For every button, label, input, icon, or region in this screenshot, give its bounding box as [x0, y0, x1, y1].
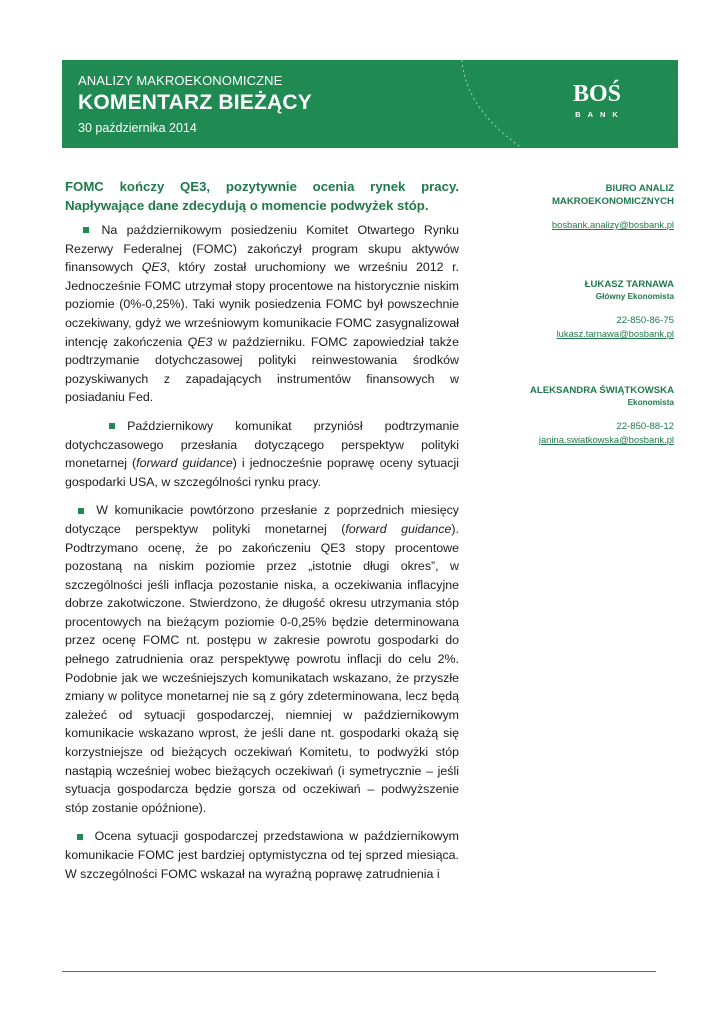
- person-email-link[interactable]: janina.swiatkowska@bosbank.pl: [538, 434, 674, 445]
- report-title: KOMENTARZ BIEŻĄCY: [78, 91, 313, 114]
- paragraph-1: Na październikowym posiedzeniu Komitet Otwartego Rynku Rezerwy Federalnej (FOMC) zakończył program skupu aktywów finansowych QE3, który został uruchomiony we wrześniu 2012 r. Jednocześnie FOMC utrzymał stopy procentowe na historycznie niskim poziomie (0%-0,25%). Taki wynik posiedzenia FOMC był powszechnie oczekiwany, gdyż we wrześniowym komunikacie FOMC zasygnalizował intencję zakończenia QE3 w październiku. FOMC zapowiedział także podtrzymanie dotychczasowej polityki reinwestowania środków pozyskiwanych z zapadających instrumentów finansowych w posiadaniu Fed.: [65, 223, 459, 405]
- department-name-line2: MAKROEKONOMICZNYCH: [551, 196, 674, 207]
- paragraph-4: Ocena sytuacji gospodarczej przedstawiona w październikowym komunikacie FOMC jest bardziej optymistyczna od tej sprzed miesiąca. W szczególności FOMC wskazał na wyraźną poprawę zatrudnienia i: [65, 829, 459, 881]
- person-email-link[interactable]: lukasz.tarnawa@bosbank.pl: [556, 328, 674, 339]
- person-phone: 22-850-86-75: [616, 315, 674, 326]
- report-date: 30 października 2014: [78, 121, 197, 135]
- department-name-line1: BIURO ANALIZ: [605, 183, 674, 194]
- article-body: [65, 178, 459, 893]
- person-role: Ekonomista: [627, 398, 674, 407]
- bullet-icon: [109, 423, 115, 429]
- paragraph-3: W komunikacie powtórzono przesłanie z poprzednich miesięcy dotyczące perspektyw polityki monetarnej (forward guidance). Podtrzymano ocenę, że po zakończeniu QE3 stopy procentowe pozostaną na niskim poziomie przez „istotnie długi okres”, w szczególności jeśli inflacja pozostanie niska, a oczekiwania inflacyjne dobrze zakotwiczone. Stwierdzono, że długość okresu utrzymania stóp procentowych na bieżącym poziomie 0-0,25% będzie determinowana przez ocenę FOMC nt. postępu w zakresie powrotu gospodarki do pełnego zatrudnienia oraz perspektywę powrotu inflacji do celu 2%. Podobnie jak we wcześniejszych komunikatach wskazano, że przyszłe zmiany w polityce monetarnej nie są z góry zdeterminowana, lecz będą zależeć od sytuacji gospodarczej, niemniej w październikowym komunikacie wskazano wprost, że jeśli dane nt. gospodarki okażą się korzystniejsze od bieżących oczekiwań Komitetu, to podwyżki stóp nastąpią wcześniej wobec bieżących oczekiwań (i symetrycznie – jeśli sytuacja gospodarcza będzie gorsza od oczekiwań – podwyższenie stóp zostanie opóźnione).: [65, 503, 459, 815]
- bos-bank-logo: [568, 81, 626, 127]
- report-category: ANALIZY MAKROEKONOMICZNE: [78, 73, 283, 88]
- paragraph-2: Październikowy komunikat przyniósł podtrzymanie dotychczasowego przesłania dotyczącego perspektyw polityki monetarnej (forward guidance) i jednocześnie poprawę oceny sytuacji gospodarki USA, w szczególności rynku pracy.: [65, 418, 460, 489]
- logo-subtext: BANK: [575, 110, 625, 119]
- bullet-icon: [77, 834, 83, 840]
- lead-headline: FOMC kończy QE3, pozytywnie ocenia rynek pracy. Napływające dane zdecydują o momencie podwyżek stóp.: [65, 179, 459, 213]
- person-role: Główny Ekonomista: [595, 292, 674, 301]
- person-phone: 22-850-88-12: [616, 421, 674, 432]
- bullet-icon: [83, 227, 89, 233]
- contact-person-1: [500, 278, 674, 340]
- person-name: ALEKSANDRA ŚWIĄTKOWSKA: [529, 385, 674, 396]
- contact-person-2: [500, 384, 674, 446]
- department-email-link[interactable]: bosbank.analizy@bosbank.pl: [551, 219, 674, 230]
- contact-sidebar: [500, 182, 674, 445]
- header-banner: [62, 60, 678, 148]
- bullet-icon: [78, 508, 84, 514]
- footer-divider: [62, 971, 656, 972]
- logo-wordmark: BOŚ: [572, 81, 622, 107]
- person-name: ŁUKASZ TARNAWA: [584, 279, 674, 290]
